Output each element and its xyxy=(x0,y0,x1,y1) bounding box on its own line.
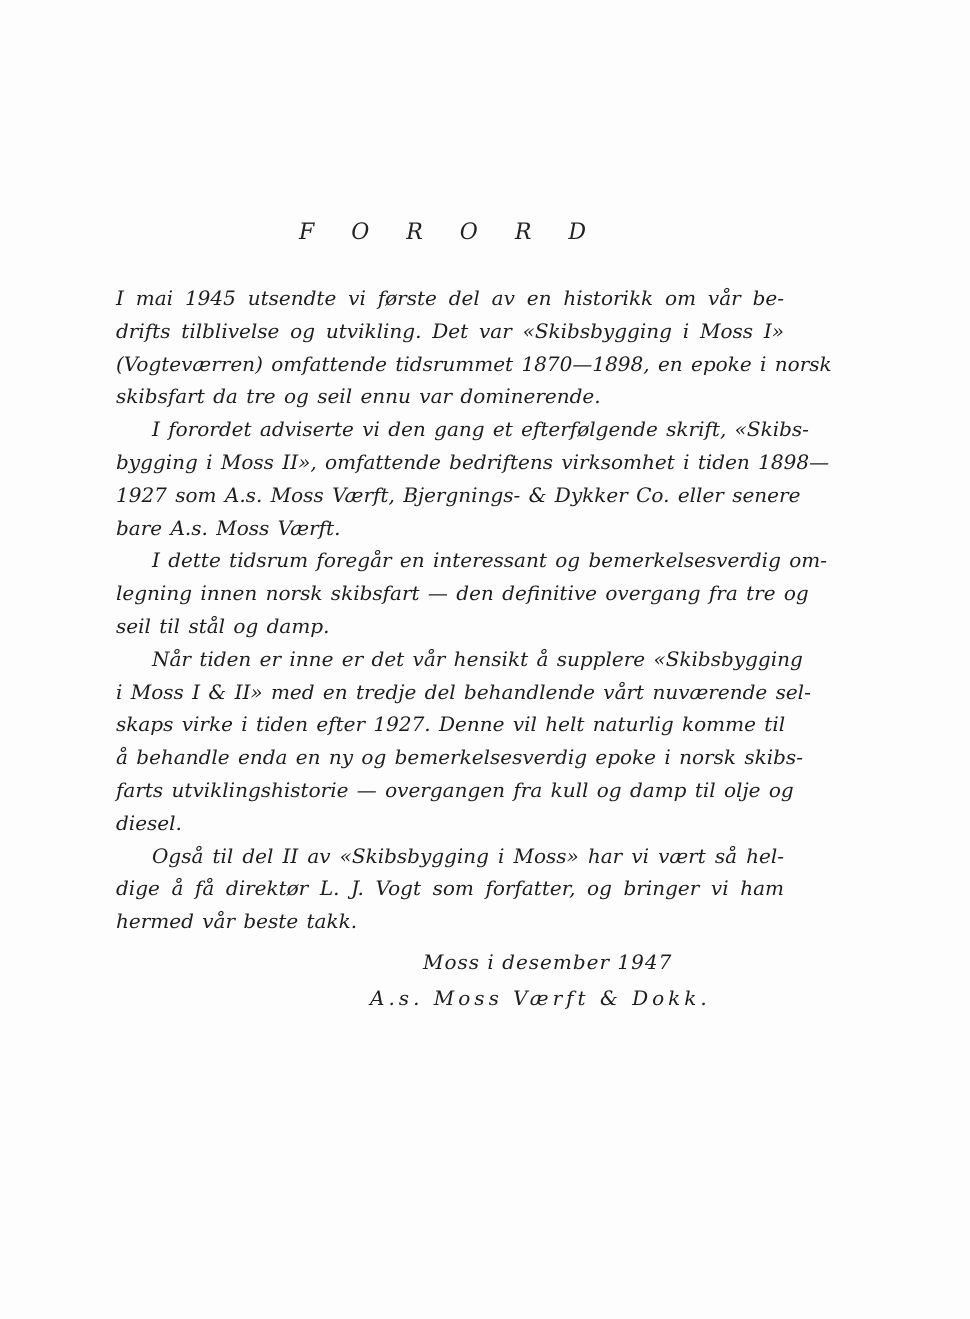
text-line: I mai 1945 utsendte vi første del av en historikk om vår be- xyxy=(116,286,784,310)
text-line: seil til stål og damp. xyxy=(116,613,330,638)
text-line: Når tiden er inne er det vår hensikt å supplere «Skibsbygging xyxy=(152,646,803,671)
text-line: I dette tidsrum foregår en interessant og bemerkelsesverdig om- xyxy=(152,548,827,573)
text-line: diesel. xyxy=(116,810,182,835)
text-line: bare A.s. Moss Værft. xyxy=(116,515,341,540)
text-line: legning innen norsk skibsfart — den definitive overgang fra tre og xyxy=(116,581,809,606)
text-line: i Moss I & II» med en tredje del behandlende vårt nuværende sel- xyxy=(116,679,811,704)
place-date-line: Moss i desember 1947 xyxy=(423,950,673,974)
text-line: skibsfart da tre og seil ennu var dominerende. xyxy=(116,384,601,409)
text-line: Også til del II av «Skibsbygging i Moss» har vi vært så hel- xyxy=(152,843,784,868)
page-title: F O R O R D xyxy=(298,220,602,245)
text-line: å behandle enda en ny og bemerkelsesverdig epoke i norsk skibs- xyxy=(116,745,803,770)
text-line: drifts tilblivelse og utvikling. Det var «Skibsbygging i Moss I» xyxy=(116,318,784,343)
text-line: skaps virke i tiden efter 1927. Denne vil helt naturlig komme til xyxy=(116,712,786,737)
text-line: dige å få direktør L. J. Vogt som forfatter, og bringer vi ham xyxy=(116,876,784,901)
text-line: hermed vår beste takk. xyxy=(116,909,358,934)
text-line: 1927 som A.s. Moss Værft, Bjergnings- & Dykker Co. eller senere xyxy=(116,482,801,507)
text-line: bygging i Moss II», omfattende bedriftens virksomhet i tiden 1898— xyxy=(116,449,830,474)
text-line: (Vogteværren) omfattende tidsrummet 1870—1898, en epoke i norsk xyxy=(116,351,832,376)
text-line: I forordet adviserte vi den gang et efterfølgende skrift, «Skibs- xyxy=(152,417,809,442)
foreword-body xyxy=(116,282,832,938)
signature-line: A.s. Moss Værft & Dokk. xyxy=(370,986,711,1010)
text-line: farts utviklingshistorie — overgangen fra kull og damp til olje og xyxy=(116,777,794,802)
